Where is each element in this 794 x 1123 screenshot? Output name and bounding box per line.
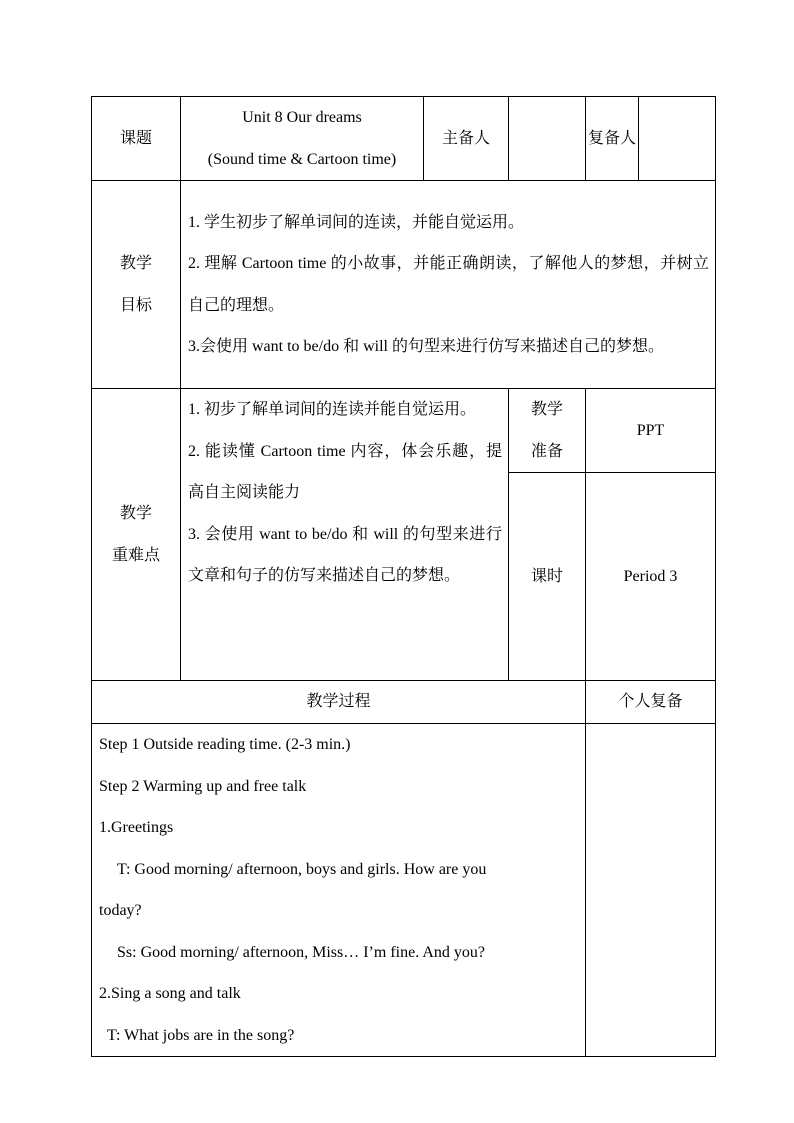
process-content <box>92 724 586 1057</box>
lesson-title-line1: Unit 8 Our dreams <box>242 109 362 126</box>
period-value: Period 3 <box>586 473 716 681</box>
lesson-title <box>181 97 424 181</box>
key-point-item: 1. 初步了解单词间的连读并能自觉运用。 <box>188 401 477 418</box>
main-preparer-label: 主备人 <box>424 97 509 181</box>
lesson-title-line2: (Sound time & Cartoon time) <box>207 150 397 168</box>
process-line: Step 2 Warming up and free talk <box>99 777 307 795</box>
key-points-row-top <box>92 389 716 473</box>
process-line: T: What jobs are in the song? <box>107 1026 295 1044</box>
prep-value: PPT <box>586 389 716 473</box>
process-line: 2.Sing a song and talk <box>99 985 241 1002</box>
personal-notes-cell <box>586 724 716 1057</box>
objectives-row <box>92 181 716 389</box>
subject-label: 课题 <box>92 97 181 181</box>
prep-label-line1: 教学 <box>531 401 564 418</box>
key-points-label <box>92 389 181 681</box>
objectives-label-line2: 目标 <box>119 296 152 314</box>
objectives-label <box>92 181 181 389</box>
process-line: Step 1 Outside reading time. (2-3 min.) <box>99 736 351 753</box>
objectives-label-line1: 教学 <box>119 255 152 272</box>
process-header-row <box>92 681 716 724</box>
process-content-row <box>92 724 716 1057</box>
objectives-content <box>181 181 716 389</box>
co-preparer-value <box>639 97 716 181</box>
main-preparer-value <box>509 97 586 181</box>
objective-item: 1. 学生初步了解单词间的连读，并能自觉运用。 <box>188 213 525 231</box>
key-points-label-line2: 重难点 <box>111 546 160 564</box>
process-header: 教学过程 <box>92 681 586 724</box>
period-label: 课时 <box>509 473 586 681</box>
prep-label-line2: 准备 <box>531 442 564 460</box>
prep-label <box>509 389 586 473</box>
objective-item: 3.会使用 want to be/do 和 will 的句型来进行仿写来描述自己的梦想。 <box>188 338 664 355</box>
lesson-plan-table <box>91 96 716 1057</box>
key-point-item: 2. 能读懂 Cartoon time 内容，体会乐趣，提高自主阅读能力 <box>188 442 503 501</box>
key-point-item: 3. 会使用 want to be/do 和 will 的句型来进行文章和句子的仿写来描述自己的梦想。 <box>188 525 503 584</box>
personal-header: 个人复备 <box>586 681 716 724</box>
co-preparer-label: 复备人 <box>586 97 639 181</box>
key-points-content <box>181 389 509 681</box>
process-line: 1.Greetings <box>99 819 174 836</box>
process-line: T: Good morning/ afternoon, boys and girls. How are you <box>117 860 487 878</box>
objective-item: 2. 理解 Cartoon time 的小故事，并能正确朗读，了解他人的梦想，并树立自己的理想。 <box>188 255 710 314</box>
process-line: today? <box>99 902 142 919</box>
header-row <box>92 97 716 181</box>
key-points-label-line1: 教学 <box>119 505 152 522</box>
process-line: Ss: Good morning/ afternoon, Miss… I’m fine. And you? <box>117 943 485 961</box>
